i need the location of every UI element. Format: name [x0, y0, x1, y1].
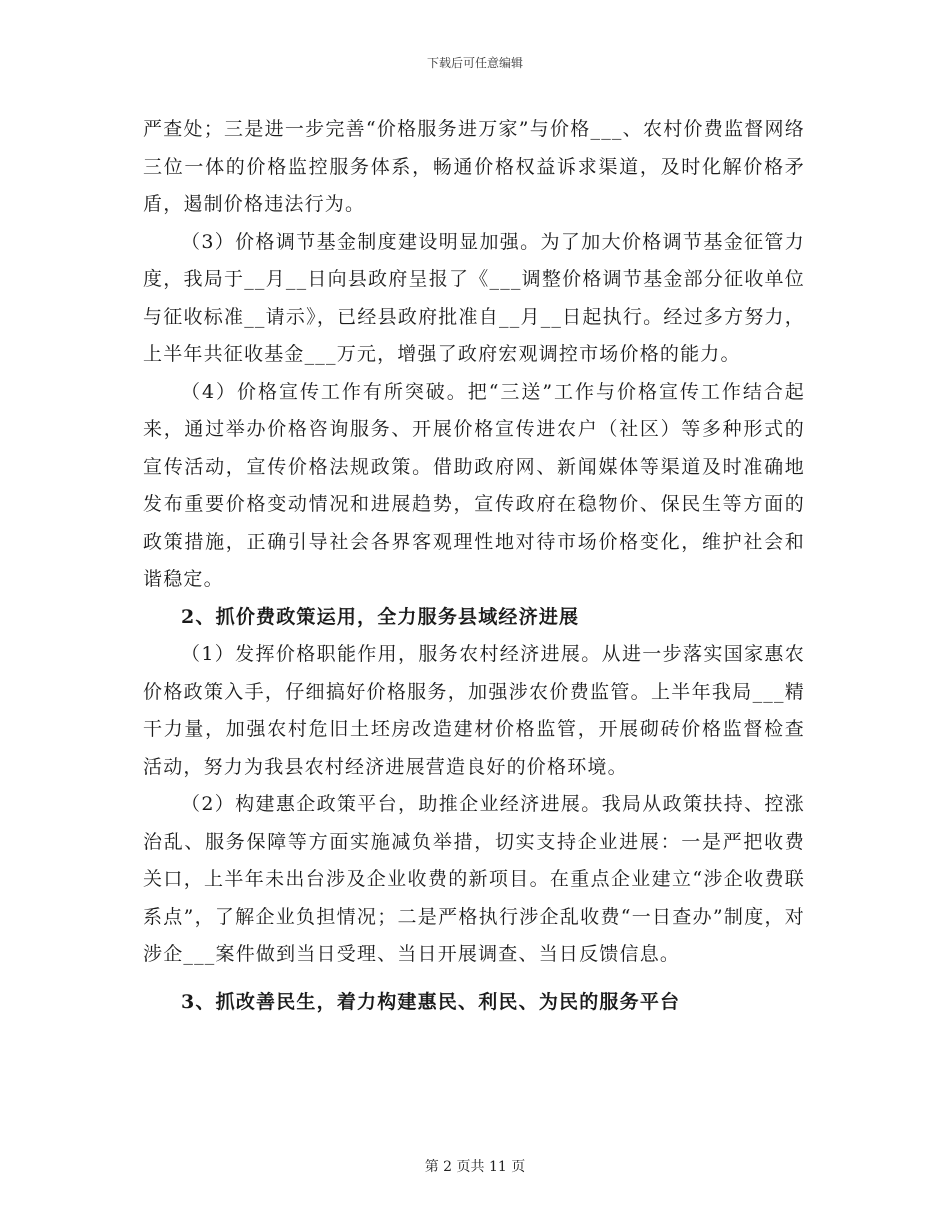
- paragraph-continuation: 严查处；三是进一步完善“价格服务进万家”与价格___、农村价费监督网络三位一体的价格监控服务体系，畅通价格权益诉求渠道，及时化解价格矛盾，遏制价格违法行为。: [143, 118, 805, 215]
- paragraph-item-4: （4）价格宣传工作有所突破。把“三送”工作与价格宣传工作结合起来，通过举办价格咨询服务、开展价格宣传进农户（社区）等多种形式的宣传活动，宣传价格法规政策。借助政府网、新闻媒体等渠道及时准确地发布重要价格变动情况和进展趋势，宣传政府在稳物价、保民生等方面的政策措施，正确引导社会各界客观理性地对待市场价格变化，维护社会和谐稳定。: [143, 380, 805, 590]
- section-heading-2: 2、抓价费政策运用，全力服务县域经济进展: [181, 605, 580, 628]
- section-heading-3: 3、抓改善民生，着力构建惠民、利民、为民的服务平台: [181, 990, 681, 1013]
- paragraph-section2-item-2: （2）构建惠企政策平台，助推企业经济进展。我局从政策扶持、控涨治乱、服务保障等方面实施减负举措，切实支持企业进展：一是严把收费关口，上半年未出台涉及企业收费的新项目。在重点企业建立“涉企收费联系点”，了解企业负担情况；二是严格执行涉企乱收费“一日查办”制度，对涉企___案件做到当日受理、当日开展调查、当日反馈信息。: [143, 793, 805, 965]
- paragraph-section2-item-1: （1）发挥价格职能作用，服务农村经济进展。从进一步落实国家惠农价格政策入手，仔细搞好价格服务，加强涉农价费监管。上半年我局___精干力量，加强农村危旧土坯房改造建材价格监管，开展砌砖价格监督检查活动，努力为我县农村经济进展营造良好的价格环境。: [143, 643, 805, 778]
- page-number-footer: 第 2 页共 11 页: [424, 1159, 526, 1175]
- document-body: [143, 111, 805, 1021]
- paragraph-item-3: （3）价格调节基金制度建设明显加强。为了加大价格调节基金征管力度，我局于__月__日向县政府呈报了《___调整价格调节基金部分征收单位与征收标准__请示》，已经县政府批准自__月__日起执行。经过多方努力，上半年共征收基金___万元，增强了政府宏观调控市场价格的能力。: [143, 230, 805, 365]
- page-header-note: 下载后可任意编辑: [426, 56, 523, 70]
